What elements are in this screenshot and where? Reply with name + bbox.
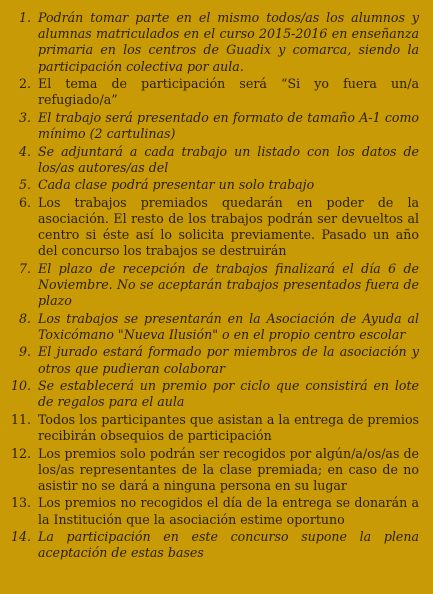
rule-item bbox=[8, 344, 419, 376]
rule-item bbox=[8, 144, 419, 176]
rule-text: Podrán tomar parte en el mismo todos/as los alumnos y alumnas matriculados en el curso 2015-2016 en enseñanza primaria en los centros de Guadix y comarca, siendo la participación colectiva por aula. bbox=[38, 10, 419, 74]
rule-text: El plazo de recepción de trabajos finalizará el día 6 de Noviembre. No se aceptarán trabajos presentados fuera de plazo bbox=[38, 260, 419, 309]
rule-number: 13. bbox=[10, 495, 31, 511]
rule-text: Los trabajos premiados quedarán en poder de la asociación. El resto de los trabajos podrán ser devueltos al centro si éste así lo solicita previamente. Pasado un año del concurso los trabajos se destruirán bbox=[38, 194, 419, 259]
rule-item bbox=[8, 195, 419, 260]
rule-item bbox=[8, 177, 419, 193]
rule-text: Se establecerá un premio por ciclo que consistirá en lote de regalos para el aula bbox=[38, 378, 419, 410]
rule-number: 10. bbox=[10, 378, 31, 394]
rule-item bbox=[8, 529, 419, 561]
rule-number: 2. bbox=[18, 76, 31, 92]
rule-item bbox=[8, 495, 419, 527]
rule-item bbox=[8, 76, 419, 108]
rule-text: La participación en este concurso supone la plena aceptación de estas bases bbox=[38, 529, 419, 561]
rule-item bbox=[8, 311, 419, 343]
rule-item bbox=[8, 10, 419, 75]
rule-number: 14. bbox=[10, 529, 31, 545]
rule-item bbox=[8, 110, 419, 142]
rule-number: 6. bbox=[18, 194, 31, 210]
rule-number: 4. bbox=[18, 143, 31, 159]
rule-item bbox=[8, 412, 419, 444]
rule-text: El trabajo será presentado en formato de tamaño A-1 como mínimo (2 cartulinas) bbox=[38, 109, 419, 142]
rule-number: 8. bbox=[18, 310, 31, 326]
rule-text: Los trabajos se presentarán en la Asociación de Ayuda al Toxicómano "Nueva Ilusión" o en el propio centro escolar bbox=[38, 310, 419, 342]
rule-item bbox=[8, 446, 419, 495]
rule-number: 9. bbox=[18, 344, 31, 360]
rule-number: 12. bbox=[10, 445, 31, 461]
rule-text: El tema de participación será “Si yo fuera un/a refugiado/a” bbox=[38, 76, 419, 108]
rule-number: 5. bbox=[18, 177, 31, 193]
rule-text: Los premios solo podrán ser recogidos por algún/a/os/as de los/as representantes de la clase premiada; en caso de no asistir no se dará a ninguna persona en su lugar bbox=[38, 445, 419, 493]
rule-number: 1. bbox=[18, 10, 31, 25]
rule-item bbox=[8, 261, 419, 310]
rule-text: Cada clase podrá presentar un solo trabajo bbox=[38, 177, 315, 193]
rule-text: Se adjuntará a cada trabajo un listado con los datos de los/as autores/as del bbox=[38, 143, 419, 175]
rule-text: Los premios no recogidos el día de la entrega se donarán a la Institución que la asociación estime oportuno bbox=[38, 495, 419, 527]
rule-number: 3. bbox=[18, 109, 31, 125]
rules-list bbox=[8, 10, 419, 562]
rule-text: Todos los participantes que asistan a la entrega de premios recibirán obsequios de participación bbox=[38, 411, 419, 444]
rule-number: 11. bbox=[10, 411, 31, 427]
rule-text: El jurado estará formado por miembros de la asociación y otros que pudieran colaborar bbox=[38, 344, 419, 376]
rule-item bbox=[8, 378, 419, 410]
rule-number: 7. bbox=[18, 260, 31, 276]
